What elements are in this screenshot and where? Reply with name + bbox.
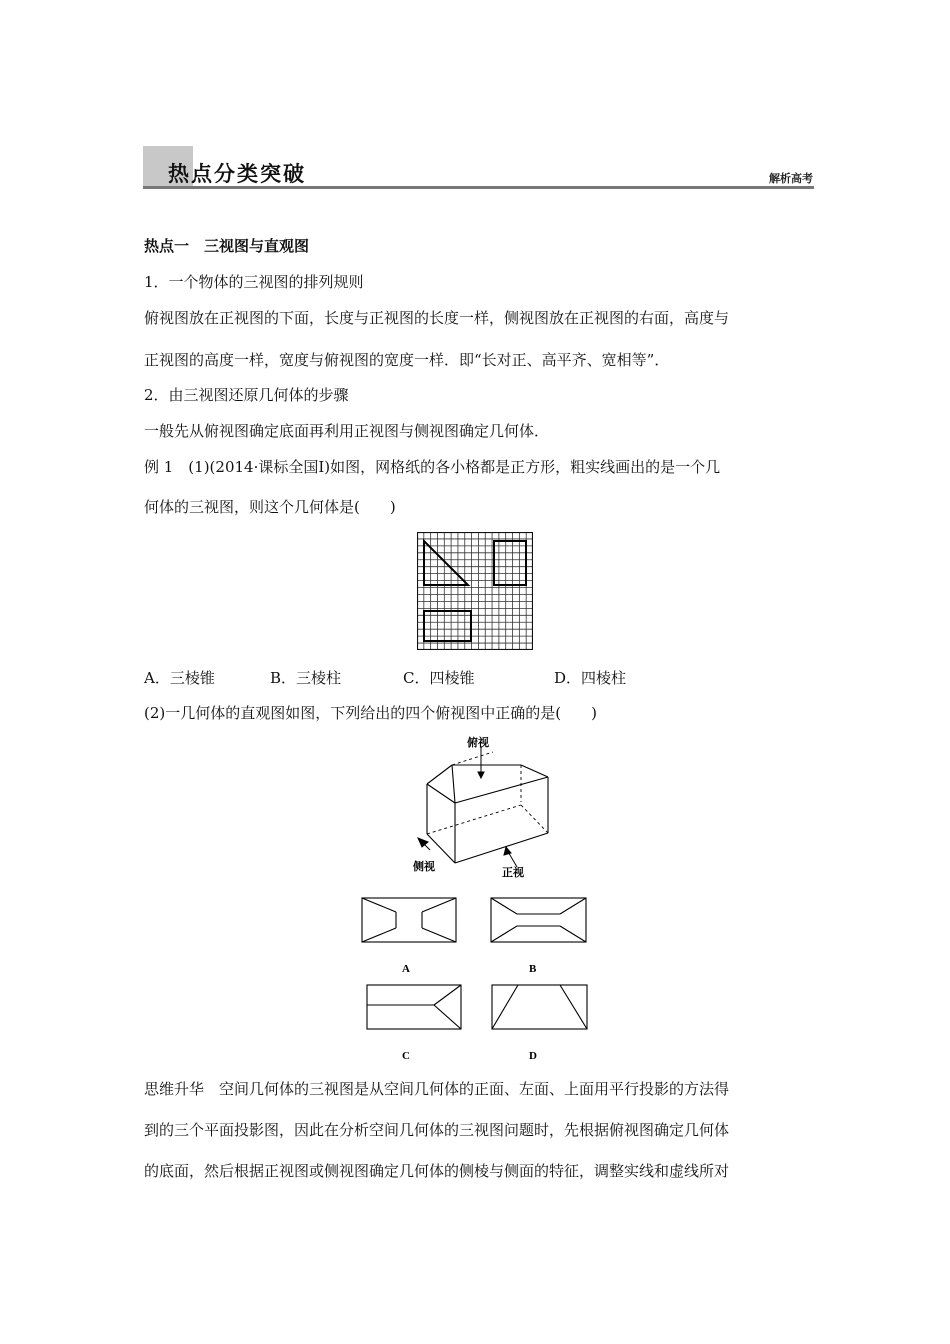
answer-label-b: B [529,963,537,975]
example1-q1-line1: 例 1 (1)(2014·课标全国Ⅰ)如图，网格纸的各小格都是正方形，粗实线画出的是一个几 [144,458,721,476]
answer-label-a: A [402,963,410,975]
answer-label-c: C [402,1050,410,1062]
point1-line2: 正视图的高度一样，宽度与俯视图的宽度一样．即“长对正、高平齐、宽相等”． [144,351,670,369]
point1-title: 1．一个物体的三视图的排列规则 [144,273,364,291]
example1-q2: (2)一几何体的直观图如图，下列给出的四个俯视图中正确的是( ) [144,704,597,722]
option-a: A．三棱锥 [144,669,215,687]
option-d: D．四棱柱 [554,669,627,687]
answer-figure-b [491,898,586,942]
option-c: C．四棱锥 [403,669,475,687]
answer-label-d: D [529,1050,537,1062]
figure-label-top: 俯视 [467,737,489,749]
answer-figure-c [367,985,461,1029]
summary-line3: 的底面，然后根据正视图或侧视图确定几何体的侧棱与侧面的特征，调整实线和虚线所对 [144,1162,730,1180]
top-view-options-figure [360,895,590,1070]
point1-line1: 俯视图放在正视图的下面，长度与正视图的长度一样，侧视图放在正视图的右面，高度与 [144,309,730,327]
example1-q1-line2: 何体的三视图，则这个几何体是( ) [144,498,396,516]
figure-label-front: 正视 [502,867,524,879]
isometric-solid-figure [395,732,585,882]
three-view-grid-figure [417,532,533,650]
page-title: 热点分类突破 [168,162,306,186]
point2-line1: 一般先从俯视图确定底面再利用正视图与侧视图确定几何体． [144,422,550,440]
header-rule [143,186,814,189]
point2-title: 2．由三视图还原几何体的步骤 [144,386,349,404]
summary-line2: 到的三个平面投影图，因此在分析空间几何体的三视图问题时，先根据俯视图确定几何体 [144,1121,730,1139]
figure-label-side: 侧视 [413,861,435,873]
header-right-label: 解析高考 [769,172,813,185]
option-b: B．三棱柱 [270,669,342,687]
section-heading: 热点一 三视图与直观图 [144,237,310,255]
answer-figure-d [492,985,587,1029]
answer-figure-a [362,898,456,942]
summary-line1: 思维升华 空间几何体的三视图是从空间几何体的正面、左面、上面用平行投影的方法得 [144,1080,730,1098]
